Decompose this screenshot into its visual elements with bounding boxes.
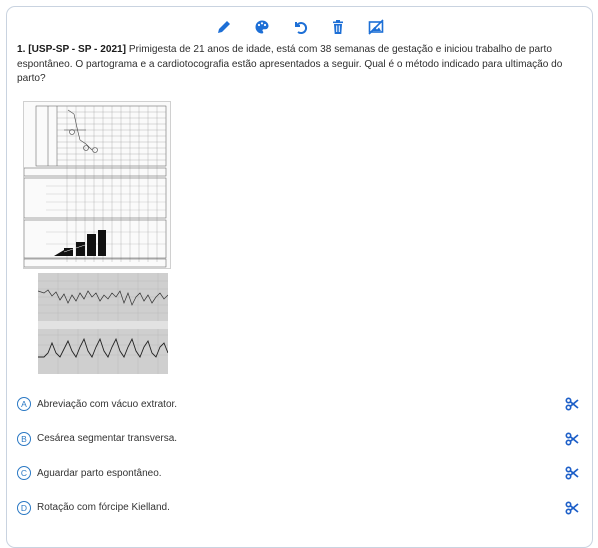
option-text: Aguardar parto espontâneo. bbox=[37, 467, 162, 479]
question-number: 1. bbox=[17, 44, 26, 55]
question-text bbox=[17, 43, 585, 87]
option-letter: D bbox=[17, 501, 31, 515]
pencil-icon[interactable] bbox=[214, 17, 234, 37]
undo-icon[interactable] bbox=[290, 17, 310, 37]
option-letter: B bbox=[17, 432, 31, 446]
scissors-icon[interactable] bbox=[565, 466, 579, 480]
scissors-icon[interactable] bbox=[565, 501, 579, 515]
answer-options bbox=[17, 387, 587, 525]
option-b[interactable] bbox=[17, 422, 587, 457]
partograph-image bbox=[23, 101, 171, 269]
option-c[interactable] bbox=[17, 456, 587, 491]
hide-image-icon[interactable] bbox=[366, 17, 386, 37]
option-text: Rotação com fórcipe Kielland. bbox=[37, 502, 170, 514]
question-toolbar bbox=[7, 17, 592, 37]
question-source: [USP-SP - SP - 2021] bbox=[28, 44, 127, 55]
option-letter: C bbox=[17, 466, 31, 480]
option-text: Cesárea segmentar transversa. bbox=[37, 433, 178, 445]
option-a[interactable] bbox=[17, 387, 587, 422]
question-card bbox=[6, 6, 593, 548]
trash-icon[interactable] bbox=[328, 17, 348, 37]
option-letter: A bbox=[17, 397, 31, 411]
option-text: Abreviação com vácuo extrator. bbox=[37, 398, 178, 410]
question-body: Primigesta de 21 anos de idade, está com 38 semanas de gestação e iniciou trabalho de parto espontâneo. O partograma e a cardiotocografia estão apresentados a seguir. Qual é o método indicado para ultimação do parto? bbox=[17, 44, 563, 84]
scissors-icon[interactable] bbox=[565, 397, 579, 411]
palette-icon[interactable] bbox=[252, 17, 272, 37]
scissors-icon[interactable] bbox=[565, 432, 579, 446]
option-d[interactable] bbox=[17, 491, 587, 526]
ctg-image bbox=[38, 273, 168, 374]
